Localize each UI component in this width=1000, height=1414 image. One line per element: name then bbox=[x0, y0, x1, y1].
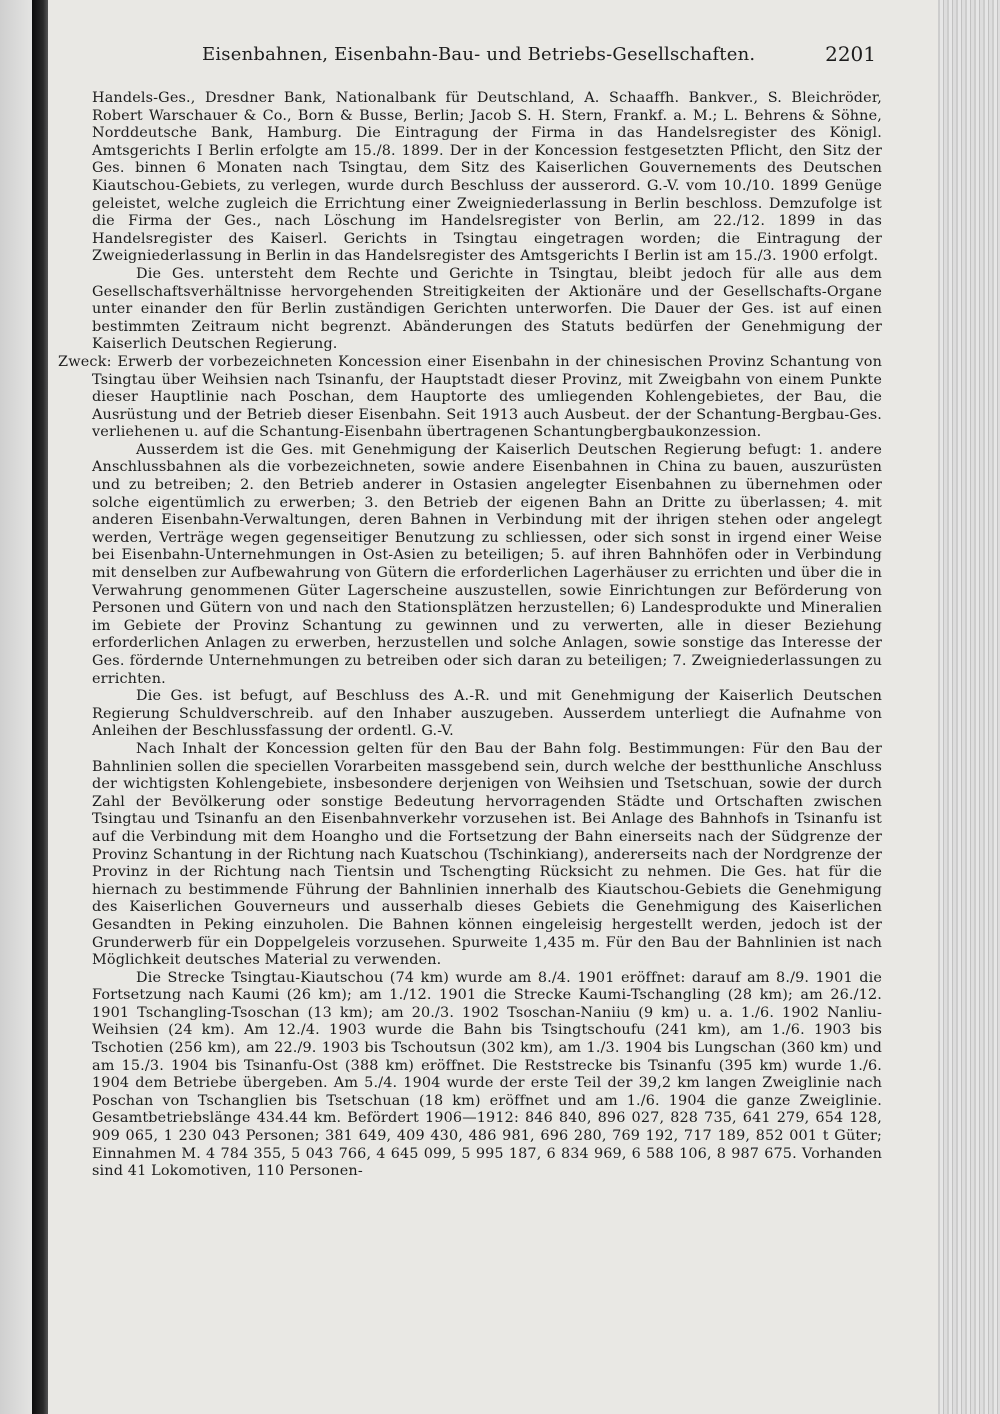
page-gutter bbox=[0, 0, 32, 1414]
paragraph-bonds: Die Ges. ist befugt, auf Beschluss des A.-R. und mit Genehmigung der Kaiserlich Deutschen Regierung Schuldverschreib. auf den Inhaber auszugeben. Ausserdem unterliegt die Aufnahme von Anleihen der Beschlussfassung der ordentl. G.-V. bbox=[92, 688, 882, 740]
book-page bbox=[58, 40, 882, 1181]
running-head: Eisenbahnen, Eisenbahn-Bau- und Betriebs-Gesellschaften. bbox=[202, 44, 756, 65]
paragraph-opening-dates: Die Strecke Tsingtau-Kiautschou (74 km) wurde am 8./4. 1901 eröffnet: darauf am 8./9. 1901 die Fortsetzung nach Kaumi (26 km); am 1./12. 1901 die Strecke Kaumi-Tschangling (28 km); am 26./12. 1901 Tschangling-Tsoschan (13 km); am 20./3. 1902 Tsoschan-Naniiu (9 km) u. a. 1./6. 1902 Nanliu-Weihsien (24 km). Am 12./4. 1903 wurde die Bahn bis Tsingtschoufu (241 km), am 1./6. 1903 bis Tschotien (256 km), am 22./9. 1903 bis Tschoutsun (302 km), am 1./3. 1904 bis Lungschan (360 km) und am 15./3. 1904 bis Tsinanfu-Ost (388 km) eröffnet. Die Reststrecke bis Tsinanfu (395 km) wurde 1./6. 1904 dem Betriebe übergeben. Am 5./4. 1904 wurde der erste Teil der 39,2 km langen Zweiglinie nach Poschan von Tschanglien bis Tsetschuan (18 km) eröffnet und am 1./6. 1904 die ganze Zweiglinie. Gesamtbetriebslänge 434.44 km. Befördert 1906—1912: 846 840, 896 027, 828 735, 641 279, 654 128, 909 065, 1 230 043 Personen; 381 649, 409 430, 486 981, 696 280, 769 192, 717 189, 852 001 t Güter; Einnahmen M. 4 784 355, 5 043 766, 4 645 099, 5 995 187, 6 834 969, 6 588 106, 8 987 675. Vorhanden sind 41 Lokomotiven, 110 Personen- bbox=[92, 969, 882, 1180]
page-header bbox=[92, 40, 882, 74]
paragraph-powers: Ausserdem ist die Ges. mit Genehmigung der Kaiserlich Deutschen Regierung befugt: 1. andere Anschlussbahnen als die vorbezeichneten, sowie andere Eisenbahnen in China zu bauen, auszurüsten und zu betreiben; 2. den Betrieb anderer in Ostasien angelegter Eisenbahnen zu übernehmen oder solche eigentümlich zu erwerben; 3. den Betrieb der eigenen Bahn an Dritte zu überlassen; 4. mit anderen Eisenbahn-Verwaltungen, deren Bahnen in Verbindung mit der ihrigen stehen oder angelegt werden, Verträge wegen gegenseitiger Benutzung zu schliessen, oder sich sonst in irgend einer Weise bei Eisenbahn-Unternehmungen in Ost-Asien zu beteiligen; 5. auf ihren Bahnhöfen oder in Verbindung mit denselben zur Aufbewahrung von Gütern die erforderlichen Lagerhäuser zu errichten und über die in Verwahrung genommenen Güter Lagerscheine auszustellen, sowie Einrichtungen zur Beförderung von Personen und Gütern von und nach den Stationsplätzen herzustellen; 6) Landesprodukte und Mineralien im Gebiete der Provinz Schantung zu gewinnen und zu verwerten, alle in dieser Beziehung erforderlichen Anlagen zu erwerben, herzustellen und solche Anlagen, sowie sonstige das Interesse der Ges. fördernde Unternehmungen zu betreiben oder sich daran zu beteiligen; 7. Zweigniederlassungen zu errichten. bbox=[92, 441, 882, 687]
paragraph-jurisdiction: Die Ges. untersteht dem Rechte und Gerichte in Tsingtau, bleibt jedoch für alle aus dem Gesellschaftsverhältnisse hervorgehenden Streitigkeiten der Aktionäre und der Gesellschafts-Organe unter einander den für Berlin zuständigen Gerichten unterworfen. Die Dauer der Ges. ist auf einen bestimmten Zeitraum nicht begrenzt. Abänderungen des Statuts bedürfen der Genehmigung der Kaiserlich Deutschen Regierung. bbox=[92, 265, 882, 353]
purpose-text: Erwerb der vorbezeichneten Koncession einer Eisenbahn in der chinesischen Provinz Schantung von Tsingtau über Weihsien nach Tsinanfu, der Hauptstadt dieser Provinz, mit Zweigbahn von einem Punkte dieser Hauptlinie nach Poschan, dem Hauptorte des umliegenden Kohlengebietes, der Bau, die Ausrüstung und der Betrieb dieser Eisenbahn. Seit 1913 auch Ausbeut. der der Schantung-Bergbau-Ges. verliehenen u. auf die Schantung-Eisenbahn übertragenen Schantungbergbaukonzession. bbox=[92, 353, 882, 441]
page-edge-stack bbox=[938, 0, 1000, 1414]
paragraph-construction: Nach Inhalt der Koncession gelten für den Bau der Bahn folg. Bestimmungen: Für den Bau der Bahnlinien sollen die speciellen Vorarbeiten massgebend sein, durch welche der bestthunliche Anschluss der wichtigsten Kohlengebiete, insbesondere derjenigen von Weihsien und Tsetschuan, sowie der durch Zahl der Bevölkerung oder sonstige Bedeutung hervorragenden Städte und Ortschaften zwischen Tsingtau und Tsinanfu an den Eisenbahnverkehr vorzusehen ist. Bei Anlage des Bahnhofs in Tsinanfu ist auf die Verbindung mit dem Hoangho und die Fortsetzung der Bahn einerseits nach der Südgrenze der Provinz Schantung in der Richtung nach Kuatschou (Tschinkiang), andererseits nach der Nordgrenze der Provinz in der Richtung nach Tientsin und Tschengting Rücksicht zu nehmen. Die Ges. hat für die hiernach zu bestimmende Führung der Bahnlinien innerhalb des Kiautschou-Gebiets die Genehmigung des Kaiserlichen Gouverneurs und ausserhalb dieses Gebiets die Genehmigung des Kaiserlichen Gesandten in Peking einzuholen. Die Bahnen können eingeleisig hergestellt werden, jedoch ist der Grunderwerb für ein Doppelgeleis vorzusehen. Spurweite 1,435 m. Für den Bau der Bahnlinien ist nach Möglichkeit deutsches Material zu verwenden. bbox=[92, 740, 882, 969]
paragraph-purpose bbox=[58, 353, 882, 442]
section-label-zweck: Zweck: bbox=[58, 353, 112, 370]
page-number: 2201 bbox=[825, 42, 876, 66]
paragraph-founding: Handels-Ges., Dresdner Bank, Nationalbank für Deutschland, A. Schaaffh. Bankver., S. Bleichröder, Robert Warschauer & Co., Born & Busse, Berlin; Jacob S. H. Stern, Frankf. a. M.; L. Behrens & Söhne, Norddeutsche Bank, Hamburg. Die Eintragung der Firma in das Handelsregister des Königl. Amtsgerichts I Berlin erfolgte am 15./8. 1899. Der in der Koncession festgesetzten Pflicht, den Sitz der Ges. binnen 6 Monaten nach Tsingtau, dem Sitz des Kaiserlichen Gouvernements des Deutschen Kiautschou-Gebiets, zu verlegen, wurde durch Beschluss der ausserord. G.-V. vom 10./10. 1899 Genüge geleistet, welche zugleich die Errichtung einer Zweigniederlassung in Berlin beschloss. Demzufolge ist die Firma der Ges., nach Löschung im Handelsregister von Berlin, am 22./12. 1899 in das Handelsregister des Kaiserl. Gerichts in Tsingtau eingetragen worden; die Eintragung der Zweigniederlassung in Berlin in das Handelsregister des Amtsgerichts I Berlin ist am 15./3. 1900 erfolgt. bbox=[92, 90, 882, 265]
body-text bbox=[58, 90, 882, 1181]
book-binding-shadow bbox=[32, 0, 48, 1414]
